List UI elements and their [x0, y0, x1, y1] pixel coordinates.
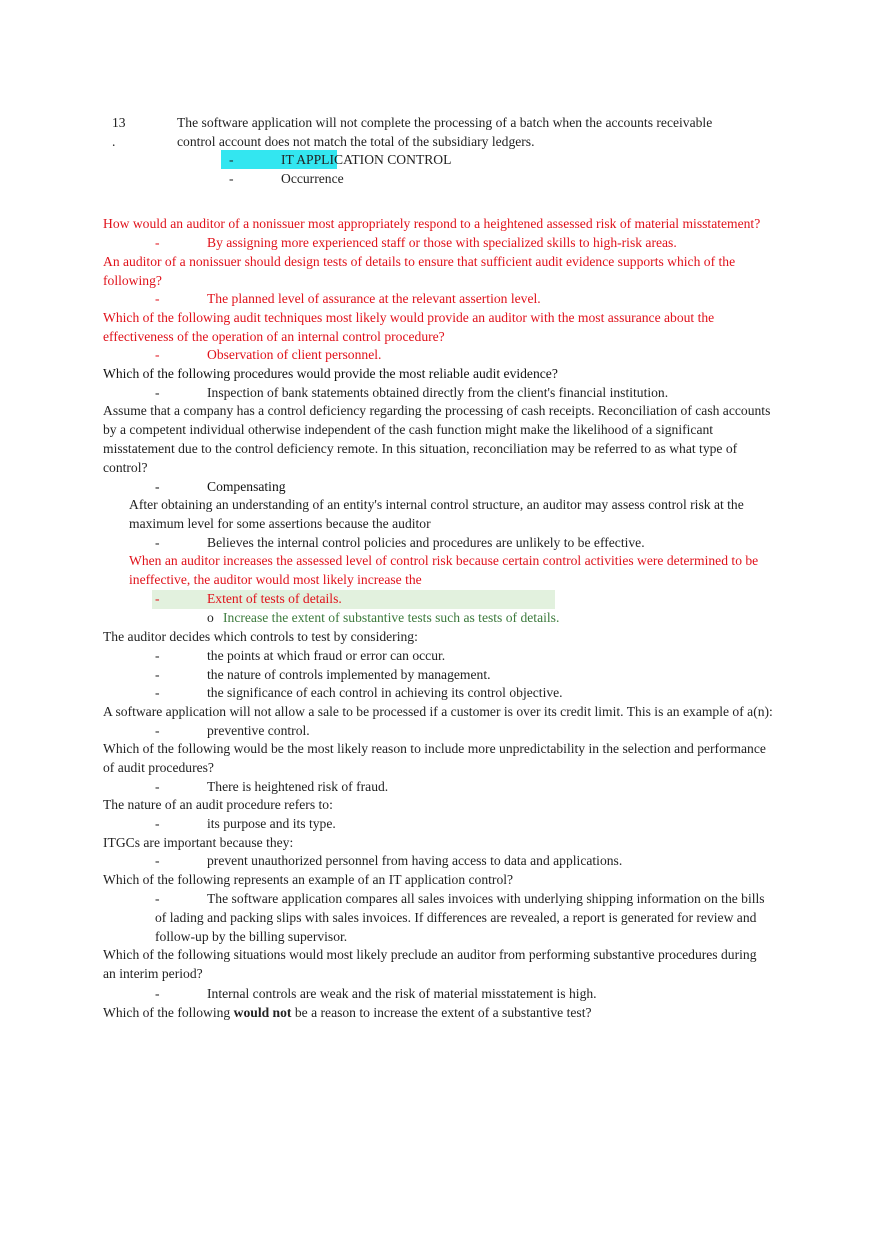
dash-bullet: -	[155, 347, 160, 362]
item13-text-line2: control account does not match the total of the subsidiary ledgers.	[177, 134, 535, 149]
question-10-line1: Which of the following would be the most likely reason to include more unpredictability in the selection and performance	[103, 741, 766, 756]
circle-bullet: o	[207, 610, 214, 625]
answer-3: Observation of client personnel.	[207, 347, 382, 362]
answer-8-3: the significance of each control in achieving its control objective.	[207, 685, 563, 700]
question-7-line2: ineffective, the auditor would most likely increase the	[129, 572, 422, 587]
question-2-line2: following?	[103, 273, 162, 288]
dash-bullet: -	[155, 235, 160, 250]
question-15-bold: would not	[233, 1005, 292, 1020]
question-14-line1: Which of the following situations would most likely preclude an auditor from performing substantive procedures during	[103, 947, 757, 962]
question-5-line3: misstatement due to the control deficiency remote. In this situation, reconciliation may be referred to as what type of	[103, 441, 738, 456]
dash-bullet: -	[155, 648, 160, 663]
question-13: Which of the following represents an example of an IT application control?	[103, 872, 514, 887]
answer-13-line1: The software application compares all sales invoices with underlying shipping information on the bills	[207, 891, 765, 906]
dash-bullet: -	[155, 685, 160, 700]
dash-bullet: -	[155, 535, 160, 550]
answer-9: preventive control.	[207, 723, 310, 738]
question-1: How would an auditor of a nonissuer most appropriately respond to a heightened assessed risk of material misstatement?	[103, 216, 761, 231]
question-3-line2: effectiveness of the operation of an internal control procedure?	[103, 329, 445, 344]
dash-bullet: -	[155, 723, 160, 738]
dash-bullet: -	[155, 667, 160, 682]
answer-2: The planned level of assurance at the relevant assertion level.	[207, 291, 541, 306]
answer-5: Compensating	[207, 479, 286, 494]
answer-7-note: Increase the extent of substantive tests such as tests of details.	[223, 610, 560, 625]
dash-bullet: -	[155, 891, 160, 906]
question-7-line1: When an auditor increases the assessed level of control risk because certain control activities were determined to be	[129, 553, 759, 568]
question-4: Which of the following procedures would provide the most reliable audit evidence?	[103, 366, 558, 381]
answer-11: its purpose and its type.	[207, 816, 336, 831]
question-6-line2: maximum level for some assertions because the auditor	[129, 516, 431, 531]
answer-6: Believes the internal control policies and procedures are unlikely to be effective.	[207, 535, 645, 550]
question-12: ITGCs are important because they:	[103, 835, 294, 850]
answer-8-1: the points at which fraud or error can occur.	[207, 648, 446, 663]
answer-1: By assigning more experienced staff or those with specialized skills to high-risk areas.	[207, 235, 677, 250]
item13-text-line1: The software application will not complete the processing of a batch when the accounts receivable	[177, 115, 713, 130]
question-15-prefix: Which of the following	[103, 1005, 231, 1020]
answer-14: Internal controls are weak and the risk of material misstatement is high.	[207, 986, 597, 1001]
dash-bullet: -	[229, 152, 234, 167]
question-15-suffix: be a reason to increase the extent of a substantive test?	[294, 1005, 592, 1020]
question-5-line1: Assume that a company has a control deficiency regarding the processing of cash receipts. Reconciliation of cash accounts	[103, 403, 771, 418]
answer-4: Inspection of bank statements obtained directly from the client's financial institution.	[207, 385, 669, 400]
answer-13-line2: of lading and packing slips with sales invoices. If differences are revealed, a report is generated for review and	[155, 910, 757, 925]
question-10-line2: of audit procedures?	[103, 760, 214, 775]
answer-7: Extent of tests of details.	[207, 591, 342, 606]
question-11: The nature of an audit procedure refers to:	[103, 797, 333, 812]
item-number-dot: .	[112, 134, 116, 149]
answer-13-line3: follow-up by the billing supervisor.	[155, 929, 348, 944]
dash-bullet: -	[155, 779, 160, 794]
dash-bullet: -	[155, 816, 160, 831]
question-5-line2: by a competent individual otherwise independent of the cash function might make the likelihood of a significant	[103, 422, 714, 437]
question-15	[103, 1004, 592, 1022]
question-5-line4: control?	[103, 460, 148, 475]
item13-answer-1: IT APPLICATION CONTROL	[281, 152, 452, 167]
answer-12: prevent unauthorized personnel from having access to data and applications.	[207, 853, 623, 868]
question-3-line1: Which of the following audit techniques most likely would provide an auditor with the most assurance about the	[103, 310, 715, 325]
question-14-line2: an interim period?	[103, 966, 203, 981]
question-6-line1: After obtaining an understanding of an entity's internal control structure, an auditor may assess control risk at the	[129, 497, 744, 512]
answer-8-2: the nature of controls implemented by management.	[207, 667, 491, 682]
question-2-line1: An auditor of a nonissuer should design tests of details to ensure that sufficient audit evidence supports which of the	[103, 254, 736, 269]
dash-bullet: -	[155, 591, 160, 606]
item-number: 13	[112, 115, 126, 130]
item13-answer-2: Occurrence	[281, 171, 344, 186]
answer-10: There is heightened risk of fraud.	[207, 779, 389, 794]
dash-bullet: -	[155, 291, 160, 306]
dash-bullet: -	[155, 385, 160, 400]
dash-bullet: -	[229, 171, 234, 186]
question-8: The auditor decides which controls to test by considering:	[103, 629, 418, 644]
dash-bullet: -	[155, 986, 160, 1001]
dash-bullet: -	[155, 853, 160, 868]
dash-bullet: -	[155, 479, 160, 494]
question-9: A software application will not allow a sale to be processed if a customer is over its credit limit. This is an example of a(n):	[103, 704, 773, 719]
